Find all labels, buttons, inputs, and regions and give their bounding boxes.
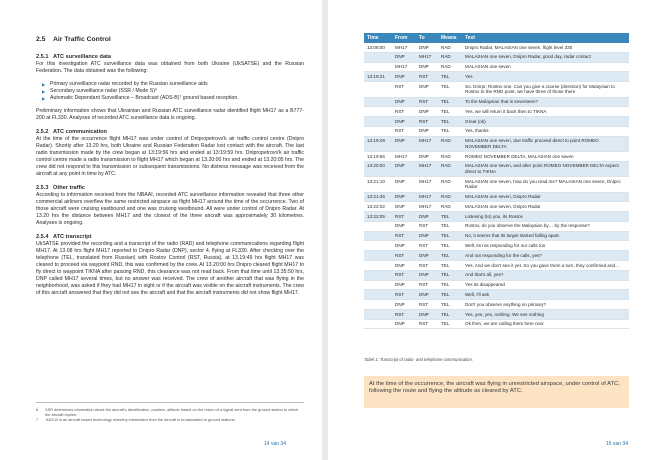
cell-time: 13:21:36 [364,192,392,202]
bullet-item [42,88,304,95]
cell-means: RAD [438,192,462,202]
cell-text: So. Dnirpr, Rostov one. Can you give a course (direction) for Malaysian to Rostov to the RND point, we have three of those there [462,82,629,97]
cell-time [364,270,392,280]
table-row [364,192,629,202]
right-page [328,0,650,460]
cell-from: DNP [392,192,416,202]
cell-time: 13:19:21 [364,72,392,82]
column-header-text: Text [462,33,629,43]
cell-to: MH17 [416,161,438,176]
cell-from: DNP [392,202,416,212]
subsection-title: ATC surveillance data [53,54,112,60]
cell-time [364,231,392,241]
cell-means: TEL [438,280,462,290]
cell-to: DNP [416,82,438,97]
subsection-heading-other-traffic [36,185,304,191]
cell-means: RAD [438,202,462,212]
cell-to: RST [416,300,438,310]
cell-time: 13:22:02 [364,202,392,212]
cell-means: TEL [438,212,462,222]
cell-to: DNP [416,270,438,280]
cell-to: RST [416,319,438,329]
cell-from: DNP [392,177,416,192]
cell-means: TEL [438,72,462,82]
cell-time [364,280,392,290]
cell-to: RST [416,280,438,290]
cell-means: TEL [438,300,462,310]
cell-to: MH17 [416,202,438,212]
table-row [364,136,629,151]
bullet-icon: ▶ [42,96,46,101]
table-row [364,126,629,136]
cell-means: RAD [438,43,462,52]
cell-time: 13:19:49 [364,136,392,151]
cell-time: 13:22:05 [364,212,392,222]
cell-text: Dnipro Radar, MALASIAN one seven, flight level 330 [462,43,629,52]
cell-time: 13:08:00 [364,43,392,52]
bullet-icon: ▶ [42,89,46,94]
table-row [364,241,629,251]
footnote-number: 7 [36,417,39,422]
cell-from: RST [392,231,416,241]
cell-from: RST [392,126,416,136]
cell-text: Listening (to) you, its Rostov [462,212,629,222]
cell-time [364,126,392,136]
cell-text: MALASIAN one seven, due traffic proceed direct to point ROMEO NOVEMBER DELTA [462,136,629,151]
cell-time [364,221,392,231]
cell-from: RST [392,290,416,300]
cell-means: RAD [438,152,462,162]
cell-means: TEL [438,231,462,241]
cell-from: MH17 [392,152,416,162]
cell-from: RST [392,107,416,117]
table-row [364,107,629,117]
cell-means: RAD [438,161,462,176]
cell-from: RST [392,212,416,222]
cell-time [364,107,392,117]
cell-means: TEL [438,97,462,107]
cell-from: MH17 [392,62,416,72]
table-row [364,202,629,212]
cell-to: DNP [416,309,438,319]
table-row [364,280,629,290]
cell-text: MALASIAN one seven, Dnipro Radar [462,192,629,202]
cell-text: Yes [462,72,629,82]
left-page-content [36,36,304,297]
subsection-number: 2.5.4 [36,234,49,240]
cell-from: DNP [392,72,416,82]
cell-time: 13:20:00 [364,161,392,176]
cell-time [364,62,392,72]
cell-to: RST [416,261,438,271]
table-row [364,309,629,319]
cell-text: MALASIAN one seven, Dnipro Radar, good day, radar contact [462,52,629,62]
bullet-item [42,95,304,102]
cell-from: DNP [392,161,416,176]
cell-text: ROMEO NOVEMBER DELTA, MALASIAN one seven [462,152,629,162]
cell-from: RST [392,251,416,261]
table-row [364,62,629,72]
cell-to: RST [416,117,438,127]
cell-to: DNP [416,126,438,136]
cell-to: DNP [416,290,438,300]
cell-means: TEL [438,82,462,97]
column-header-means: Means [438,33,462,43]
cell-from: RST [392,82,416,97]
cell-text: No, it seems that its target started falling apart. [462,231,629,241]
cell-to: DNP [416,43,438,52]
cell-from: RST [392,309,416,319]
table-row [364,300,629,310]
table-row [364,52,629,62]
cell-time [364,261,392,271]
cell-means: TEL [438,251,462,261]
cell-from: DNP [392,319,416,329]
table-header-row [364,33,629,43]
cell-text: MALASIAN one seven, Dnipro Radar [462,202,629,212]
subsection-number: 2.5.1 [36,54,49,60]
cell-from: DNP [392,97,416,107]
footnotes [36,402,304,422]
section-heading [36,36,304,43]
bullet-text: Primary surveillance radar recorded by the Russian surveillance aids [50,81,208,87]
subsection-heading-surveillance [36,54,304,60]
cell-text: Yes, we will return it back then to TIKNA [462,107,629,117]
cell-to: MH17 [416,192,438,202]
cell-text: And not responding for the calls, yes? [462,251,629,261]
cell-to: DNP [416,212,438,222]
cell-text: MALASIAN one seven [462,62,629,72]
table-row [364,212,629,222]
paragraph: According to information received from the NBAAI, recorded ATC surveillance information revealed that three other commercial airliners overflew the same restricted airspace as flight MH17 around the time of the occurrence. Two of those aircraft were cruising eastbound and one was cruising westbound. All were under control of Dnipro Radar. At 13.20 hrs the distance between MH17 and the closest of the three aircraft was approximately 30 kilometres. Analyses is ongoing. [36,192,304,226]
table-row [364,82,629,97]
bullet-text: Secondary surveillance radar (SSR / Mode S)⁶ [50,88,158,94]
page-number: 15 van 34 [606,441,628,447]
cell-from: DNP [392,136,416,151]
cell-to: RST [416,97,438,107]
column-header-from: From [392,33,416,43]
subsection-heading-transcript [36,234,304,240]
transcript-table [364,33,629,329]
footnote-text: ADS-B is an aircraft based technology whereby information from the aircraft is broadcasted to ground stations. [46,417,236,422]
cell-means: TEL [438,319,462,329]
subsection-title: ATC transcript [53,234,92,240]
table-row [364,177,629,192]
paragraph: UkSATSE provided the recording and a transcript of the radio (RAD) and telephone communications regarding flight MH17. At 13.08 hrs flight MH17 reported to Dnipro Radar (DNP), sector 4, flying at FL330. After checking over the telephone (TEL, translated from Russian) with Rostov Control (RST, Russia), at 13.19:49 hrs flight MH17 was cleared to proceed via waypoint RND, this was confirmed by the crew. At 13.20:00 hrs Dnipro cleared flight MH17 to fly direct to waypoint TIKNA after passing RND, this clearance was not read back. From that time until 13.35:50 hrs, DNP called MH17 several times, but no answer was received. The crew of another aircraft that was flying in the neighborhood, was asked if they had MH17 in sight or if the aircraft was visible on the aircraft instruments. The crew of this aircraft answered that they did not see the aircraft and that the aircraft instruments did not show flight MH17. [36,241,304,296]
cell-time [364,241,392,251]
cell-from: DNP [392,261,416,271]
cell-time [364,251,392,261]
cell-text: Yes. And we don't see it yet. So you gave them a turn, they confirmed and… [462,261,629,271]
cell-time [364,290,392,300]
cell-from: RST [392,270,416,280]
cell-means: TEL [438,126,462,136]
cell-time [364,82,392,97]
cell-from: DNP [392,280,416,290]
table-row [364,261,629,271]
table-row [364,290,629,300]
cell-text: MALASIAN one seven, how do you read me? MALASIAN one seven, Dnipro Radar [462,177,629,192]
table-row [364,117,629,127]
footnote-text: SSR determines information about the aircraft's identification, position, altitude based on the return of a signal sent from the ground station to which the aircraft replies. [45,407,299,417]
cell-text: Well, I'll ask [462,290,629,300]
bullet-list [42,81,304,102]
cell-time: 13:21:10 [364,177,392,192]
cell-text: And that's all, yes? [462,270,629,280]
cell-text: Yes, yes, yes, nothing. We see nothing [462,309,629,319]
cell-text: Don't you observe anything on primary? [462,300,629,310]
cell-text: Well, its not responding for our calls too [462,241,629,251]
cell-from: DNP [392,300,416,310]
cell-means: TEL [438,270,462,280]
cell-from: DNP [392,52,416,62]
subsection-number: 2.5.2 [36,129,49,135]
paragraph: At the time of the occurrence flight MH17 was under control of Dnipropetrovs'k air traffic control centre (Dnipro Radar). Shortly after 13.20 hrs, both Ukraine and Russian Federation Radar lost contact with the aircraft. The last radio transmission made by the crew began at 13:19:56 hrs and ended at 13:19:59 hrs. Dnipropetrovs'k air traffic control centre made a radio transmission to flight MH17 which began at 13.20:00 hrs and ended at 13.20:05 hrs. The crew did not respond to this transmission or subsequent transmissions. No distress message was received from the aircraft at any point in time by ATC. [36,136,304,177]
footnote [36,407,304,417]
cell-text: MALASIAN one seven, and after point ROMEO NOVEMBER DELTA expect direct to TIKNA [462,161,629,176]
bullet-text: Automatic Dependant Surveillance – Broadcast (ADS-B)⁷ ground based reception. [50,95,239,101]
table-row [364,97,629,107]
table-row [364,152,629,162]
column-header-to: To [416,33,438,43]
paragraph: Preliminary information shows that Ukrainian and Russian ATC surveillance radar identified flight MH17 as a B777-200 at FL330. Analyses of recorded ATC surveillance data is ongoing. [36,108,304,121]
cell-time [364,52,392,62]
table-row [364,221,629,231]
table-row [364,161,629,176]
cell-to: MH17 [416,177,438,192]
cell-text: To the Malaysian that is seventeen? [462,97,629,107]
cell-means: TEL [438,261,462,271]
cell-time [364,309,392,319]
table-row [364,270,629,280]
table-row [364,251,629,261]
cell-to: MH17 [416,136,438,151]
cell-from: DNP [392,241,416,251]
subsection-number: 2.5.3 [36,185,49,191]
cell-means: TEL [438,221,462,231]
cell-time [364,117,392,127]
cell-text: Yes its disappeared [462,280,629,290]
highlight-callout: At the time of the occurrence, the aircraft was flying in unrestricted airspace, under control of ATC, following the route and flying the altitude as cleared by ATC. [364,376,629,408]
table-caption: Tabel 1: Transcript of radio- and telephone communication. [364,357,473,362]
cell-time [364,300,392,310]
cell-means: RAD [438,177,462,192]
cell-text: Yes, thanks [462,126,629,136]
cell-text: Great (ok) [462,117,629,127]
cell-to: RST [416,221,438,231]
cell-means: TEL [438,241,462,251]
cell-time [364,97,392,107]
table-body [364,43,629,329]
subsection-title: Other traffic [53,185,86,191]
table-row [364,43,629,52]
cell-to: RST [416,72,438,82]
cell-means: TEL [438,290,462,300]
left-page [0,0,322,460]
bullet-item [42,81,304,88]
cell-means: RAD [438,52,462,62]
cell-time: 13:19:56 [364,152,392,162]
column-header-time: Time [364,33,392,43]
bullet-icon: ▶ [42,82,46,87]
cell-time [364,319,392,329]
cell-means: TEL [438,117,462,127]
cell-to: DNP [416,107,438,117]
table-row [364,231,629,241]
cell-from: DNP [392,117,416,127]
cell-to: DNP [416,62,438,72]
footnote-number: 6 [36,407,39,412]
paragraph: For this investigation ATC surveillance data was obtained from both Ukraine (UkSATSE) and the Russian Federation. The data obtained was the following: [36,61,304,74]
cell-to: DNP [416,251,438,261]
footnote [36,417,304,422]
cell-from: MH17 [392,43,416,52]
cell-means: TEL [438,309,462,319]
cell-from: DNP [392,221,416,231]
cell-means: RAD [438,62,462,72]
table-row [364,319,629,329]
page-number: 14 van 34 [264,441,286,447]
cell-means: RAD [438,136,462,151]
section-number: 2.5 [36,36,46,43]
cell-to: MH17 [416,52,438,62]
cell-to: DNP [416,152,438,162]
cell-to: DNP [416,231,438,241]
table-row [364,72,629,82]
section-title: Air Traffic Control [53,36,111,43]
cell-means: TEL [438,107,462,117]
subsection-heading-communication [36,129,304,135]
cell-to: RST [416,241,438,251]
cell-text: Rostov, do you observe the Malaysian by… by the response? [462,221,629,231]
subsection-title: ATC communication [53,129,107,135]
cell-text: Ok then, we are calling them here now [462,319,629,329]
